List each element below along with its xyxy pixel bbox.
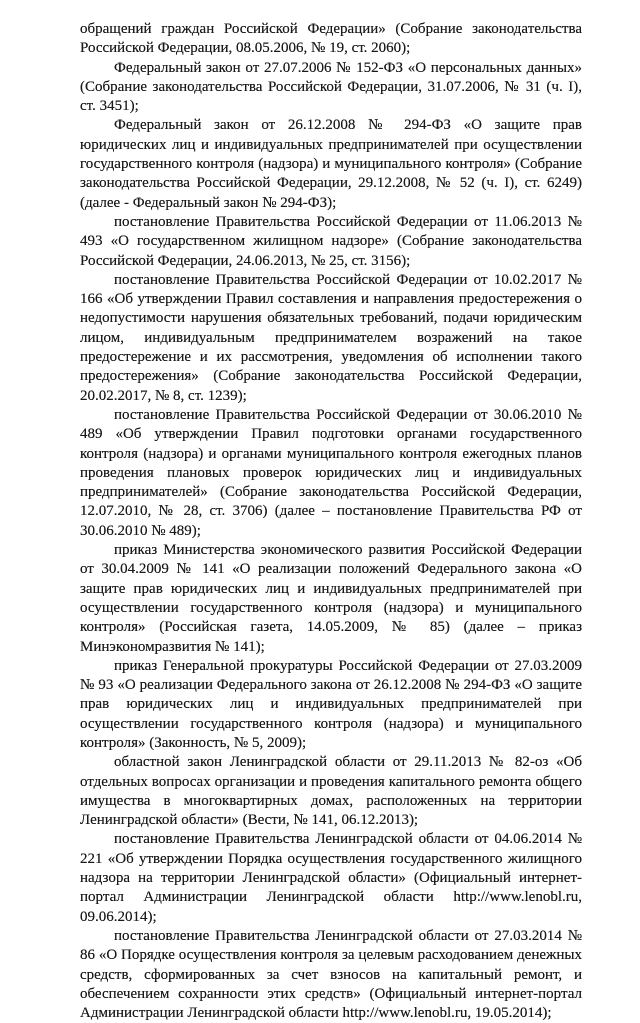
paragraph-order-93: приказ Генеральной прокуратуры Российской Федерации от 27.03.2009 № 93 «О реализации Федерального закона от 26.12.2008 № 294-ФЗ «О защите прав юридических лиц и индивидуальных предпринимателей при осуществлении государственного контроля (надзора) и муниципального контроля» (Законность, № 5, 2009);	[80, 657, 582, 751]
paragraph-decree-489: постановление Правительства Российской Федерации от 30.06.2010 № 489 «Об утверждении Правил подготовки органами государственного контроля (надзора) и органами муниципального контроля ежегодных планов проведения плановых проверок юридических лиц и индивидуальных предпринимателей» (Собрание законодательства Российской Федерации, 12.07.2010, № 28, ст. 3706) (далее – постановление Правительства РФ от 30.06.2010 № 489);	[80, 406, 582, 539]
paragraph-regional-law-82-oz: областной закон Ленинградской области от 29.11.2013 № 82-оз «Об отдельных вопросах организации и проведения капитального ремонта общего имущества в многоквартирных домах, расположенных на территории Ленинградской области» (Вести, № 141, 06.12.2013);	[80, 754, 582, 829]
document-body	[80, 20, 582, 1023]
paragraph-regional-decree-221: постановление Правительства Ленинградской области от 04.06.2014 № 221 «Об утверждении Порядка осуществления государственного жилищного надзора на территории Ленинградской области» (Официальный интернет-портал Администрации Ленинградской области http://www.lenobl.ru, 09.06.2014);	[80, 831, 582, 925]
paragraph-law-294-fz: Федеральный закон от 26.12.2008 № 294-ФЗ «О защите прав юридических лиц и индивидуальных предпринимателей при осуществлении государственного контроля (надзора) и муниципального контроля» (Собрание законодательства Российской Федерации, 29.12.2008, № 52 (ч. I), ст. 6249) (далее - Федеральный закон № 294-ФЗ);	[80, 117, 582, 211]
paragraph-decree-493: постановление Правительства Российской Федерации от 11.06.2013 № 493 «О государственном жилищном надзоре» (Собрание законодательства Российской Федерации, 24.06.2013, № 25, ст. 3156);	[80, 213, 582, 269]
paragraph-law-152-fz: Федеральный закон от 27.07.2006 № 152-ФЗ «О персональных данных» (Собрание законодательства Российской Федерации, 31.07.2006, № 31 (ч. I), ст. 3451);	[80, 59, 582, 115]
paragraph-continuation: обращений граждан Российской Федерации» (Собрание законодательства Российской Федерации, 08.05.2006, № 19, ст. 2060);	[80, 21, 582, 57]
paragraph-decree-166: постановление Правительства Российской Федерации от 10.02.2017 № 166 «Об утверждении Правил составления и направления предостережения о недопустимости нарушения обязательных требований, подачи юридическим лицом, индивидуальным предпринимателем возражений на такое предостережение и их рассмотрения, уведомления об исполнении такого предостережения» (Собрание законодательства Российской Федерации, 20.02.2017, № 8, ст. 1239);	[80, 271, 582, 404]
paragraph-order-141: приказ Министерства экономического развития Российской Федерации от 30.04.2009 № 141 «О реализации положений Федерального закона «О защите прав юридических лиц и индивидуальных предпринимателей при осуществлении государственного контроля (надзора) и муниципального контроля» (Российская газета, 14.05.2009, № 85) (далее – приказ Минэкономразвития № 141);	[80, 542, 582, 655]
paragraph-regional-decree-86: постановление Правительства Ленинградской области от 27.03.2014 № 86 «О Порядке осуществления контроля за целевым расходованием денежных средств, сформированных за счет взносов на капитальный ремонт, и обеспечением сохранности этих средств» (Официальный интернет-портал Администрации Ленинградской области http://www.lenobl.ru, 19.05.2014);	[80, 927, 582, 1022]
